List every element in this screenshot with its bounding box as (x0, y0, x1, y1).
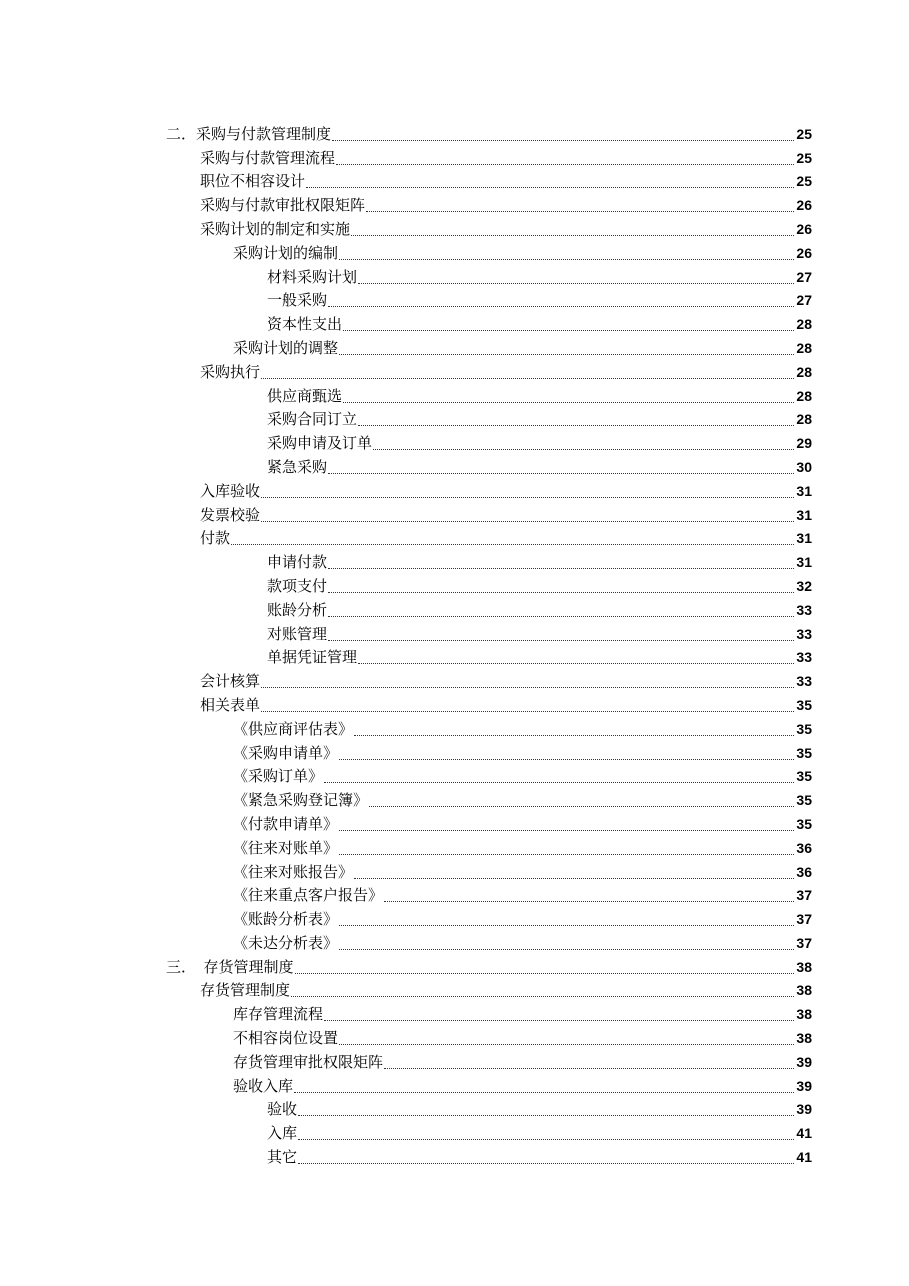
dot-leader (328, 598, 794, 617)
dot-leader (231, 526, 794, 545)
toc-entry-title: 《采购申请单》 (233, 743, 339, 762)
toc-entry-title: 采购申请及订单 (267, 434, 373, 453)
dot-leader (384, 1050, 794, 1069)
toc-entry-title: 采购执行 (200, 362, 261, 381)
toc-entry-page-number: 37 (796, 911, 812, 928)
toc-entry-title: 款项支付 (267, 576, 328, 595)
toc-entry[interactable] (166, 334, 812, 358)
dot-leader (339, 336, 794, 355)
toc-entry[interactable] (166, 310, 812, 334)
dot-leader (291, 978, 794, 997)
dot-leader (384, 883, 794, 902)
toc-entry[interactable] (166, 168, 812, 192)
toc-entry-title: 库存管理流程 (233, 1005, 324, 1024)
toc-entry-title: 入库验收 (200, 481, 261, 500)
dot-leader (332, 122, 794, 141)
toc-entry[interactable] (166, 1119, 812, 1143)
toc-entry[interactable] (166, 144, 812, 168)
toc-entry[interactable] (166, 929, 812, 953)
dot-leader (354, 717, 794, 736)
toc-entry-title: 采购计划的制定和实施 (200, 219, 351, 238)
toc-entry[interactable] (166, 215, 812, 239)
dot-leader (298, 1097, 794, 1116)
toc-entry[interactable] (166, 691, 812, 715)
dot-leader (373, 431, 794, 450)
toc-entry[interactable] (166, 1000, 812, 1024)
toc-entry-title: 《账龄分析表》 (233, 910, 339, 929)
toc-entry-title: 供应商甄选 (267, 386, 343, 405)
toc-entry-page-number: 26 (796, 197, 812, 214)
toc-entry-page-number: 33 (796, 601, 812, 618)
toc-entry-page-number: 38 (796, 1006, 812, 1023)
toc-entry[interactable] (166, 406, 812, 430)
dot-leader (339, 931, 794, 950)
dot-leader (369, 788, 794, 807)
toc-entry[interactable] (166, 620, 812, 644)
toc-entry[interactable] (166, 358, 812, 382)
toc-entry-title: 对账管理 (267, 624, 328, 643)
toc-entry[interactable] (166, 834, 812, 858)
toc-entry[interactable] (166, 763, 812, 787)
toc-entry[interactable] (166, 596, 812, 620)
toc-entry-page-number: 31 (796, 530, 812, 547)
toc-entry-title: 会计核算 (200, 672, 261, 691)
toc-entry[interactable] (166, 525, 812, 549)
dot-leader (261, 693, 794, 712)
toc-entry-title: 《未达分析表》 (233, 933, 339, 952)
toc-entry-page-number: 37 (796, 934, 812, 951)
toc-entry-title: 三． 存货管理制度 (166, 957, 294, 976)
toc-entry-page-number: 35 (796, 744, 812, 761)
toc-entry-title: 入库 (267, 1124, 298, 1143)
toc-entry-page-number: 33 (796, 673, 812, 690)
toc-entry[interactable] (166, 572, 812, 596)
dot-leader (298, 1145, 794, 1164)
dot-leader (261, 503, 794, 522)
dot-leader (343, 384, 794, 403)
toc-entry-page-number: 31 (796, 482, 812, 499)
toc-entry[interactable] (166, 810, 812, 834)
toc-entry-page-number: 33 (796, 649, 812, 666)
toc-entry-title: 紧急采购 (267, 457, 328, 476)
toc-entry-title: 账龄分析 (267, 600, 328, 619)
dot-leader (358, 407, 794, 426)
dot-leader (339, 241, 794, 260)
toc-entry-page-number: 39 (796, 1053, 812, 1070)
toc-entry[interactable] (166, 882, 812, 906)
dot-leader (328, 574, 794, 593)
toc-entry-title: 相关表单 (200, 695, 261, 714)
toc-entry[interactable] (166, 1143, 812, 1167)
toc-entry-title: 申请付款 (267, 553, 328, 572)
toc-entry-title: 采购合同订立 (267, 410, 358, 429)
toc-entry-title: 单据凭证管理 (267, 648, 358, 667)
toc-entry[interactable] (166, 953, 812, 977)
dot-leader (336, 146, 794, 165)
toc-entry-page-number: 25 (796, 125, 812, 142)
dot-leader (261, 360, 794, 379)
toc-entry-page-number: 41 (796, 1125, 812, 1142)
toc-entry-page-number: 28 (796, 387, 812, 404)
toc-entry-title: 《付款申请单》 (233, 814, 339, 833)
toc-entry-title: 验收 (267, 1100, 298, 1119)
toc-entry-title: 材料采购计划 (267, 267, 358, 286)
toc-entry-page-number: 35 (796, 792, 812, 809)
toc-entry[interactable] (166, 715, 812, 739)
dot-leader (358, 645, 794, 664)
toc-entry-page-number: 26 (796, 244, 812, 261)
toc-entry-title: 资本性支出 (267, 315, 343, 334)
dot-leader (328, 455, 794, 474)
toc-entry[interactable] (166, 786, 812, 810)
toc-entry[interactable] (166, 382, 812, 406)
dot-leader (339, 836, 794, 855)
toc-entry[interactable] (166, 739, 812, 763)
toc-entry-title: 采购与付款管理流程 (200, 148, 336, 167)
toc-entry-title: 采购计划的调整 (233, 338, 339, 357)
toc-entry-page-number: 25 (796, 149, 812, 166)
toc-entry[interactable] (166, 1072, 812, 1096)
toc-entry-page-number: 27 (796, 292, 812, 309)
toc-entry-page-number: 28 (796, 363, 812, 380)
dot-leader (306, 169, 794, 188)
toc-entry-page-number: 29 (796, 435, 812, 452)
toc-entry[interactable] (166, 548, 812, 572)
toc-entry[interactable] (166, 905, 812, 929)
toc-entry-page-number: 25 (796, 173, 812, 190)
toc-entry-page-number: 39 (796, 1101, 812, 1118)
dot-leader (343, 312, 794, 331)
toc-entry-page-number: 38 (796, 982, 812, 999)
toc-entry-title: 二．采购与付款管理制度 (166, 124, 332, 143)
dot-leader (298, 1121, 794, 1140)
toc-entry-title: 验收入库 (233, 1076, 294, 1095)
toc-entry-page-number: 38 (796, 958, 812, 975)
toc-entry-page-number: 28 (796, 339, 812, 356)
dot-leader (354, 860, 794, 879)
dot-leader (328, 550, 794, 569)
toc-entry-page-number: 28 (796, 411, 812, 428)
dot-leader (339, 812, 794, 831)
toc-entry[interactable] (166, 1048, 812, 1072)
toc-entry[interactable] (166, 644, 812, 668)
toc-entry[interactable] (166, 501, 812, 525)
toc-entry-page-number: 35 (796, 720, 812, 737)
toc-entry-title: 发票校验 (200, 505, 261, 524)
toc-entry-title: 《供应商评估表》 (233, 719, 354, 738)
dot-leader (366, 193, 794, 212)
toc-entry-title: 《紧急采购登记簿》 (233, 791, 369, 810)
toc-entry-page-number: 35 (796, 768, 812, 785)
toc-entry-page-number: 39 (796, 1077, 812, 1094)
dot-leader (339, 907, 794, 926)
toc-entry-title: 采购计划的编制 (233, 243, 339, 262)
toc-entry[interactable] (166, 1096, 812, 1120)
dot-leader (261, 669, 794, 688)
dot-leader (295, 955, 795, 974)
dot-leader (324, 764, 794, 783)
toc-entry[interactable] (166, 1024, 812, 1048)
toc-entry-title: 一般采购 (267, 291, 328, 310)
dot-leader (351, 217, 794, 236)
toc-entry[interactable] (166, 191, 812, 215)
toc-entry-page-number: 37 (796, 887, 812, 904)
dot-leader (339, 741, 794, 760)
dot-leader (328, 622, 794, 641)
toc-entry[interactable] (166, 120, 812, 144)
toc-entry-page-number: 41 (796, 1149, 812, 1166)
toc-entry-title: 职位不相容设计 (200, 172, 306, 191)
toc-entry-page-number: 36 (796, 839, 812, 856)
toc-entry-page-number: 26 (796, 220, 812, 237)
dot-leader (328, 288, 794, 307)
toc-entry[interactable] (166, 263, 812, 287)
toc-entry-title: 存货管理审批权限矩阵 (233, 1052, 384, 1071)
toc-entry-title: 《往来对账报告》 (233, 862, 354, 881)
toc-entry[interactable] (166, 977, 812, 1001)
toc-entry-title: 《往来重点客户报告》 (233, 886, 384, 905)
toc-entry-page-number: 33 (796, 625, 812, 642)
dot-leader (261, 479, 794, 498)
dot-leader (358, 265, 794, 284)
table-of-contents (166, 120, 812, 1167)
toc-entry-page-number: 28 (796, 316, 812, 333)
toc-entry-title: 采购与付款审批权限矩阵 (200, 196, 366, 215)
toc-entry-title: 不相容岗位设置 (233, 1029, 339, 1048)
toc-entry-title: 存货管理制度 (200, 981, 291, 1000)
toc-entry[interactable] (166, 287, 812, 311)
toc-entry-page-number: 32 (796, 577, 812, 594)
dot-leader (339, 1026, 794, 1045)
toc-entry-page-number: 38 (796, 1030, 812, 1047)
toc-entry-page-number: 36 (796, 863, 812, 880)
toc-entry[interactable] (166, 667, 812, 691)
toc-entry-page-number: 30 (796, 458, 812, 475)
toc-entry-title: 《采购订单》 (233, 767, 324, 786)
toc-entry[interactable] (166, 477, 812, 501)
toc-entry-page-number: 35 (796, 815, 812, 832)
toc-entry[interactable] (166, 858, 812, 882)
toc-entry[interactable] (166, 429, 812, 453)
toc-entry-title: 其它 (267, 1148, 298, 1167)
dot-leader (294, 1074, 794, 1093)
dot-leader (324, 1002, 794, 1021)
toc-entry-page-number: 35 (796, 696, 812, 713)
toc-entry-page-number: 31 (796, 554, 812, 571)
toc-entry[interactable] (166, 239, 812, 263)
toc-entry-page-number: 31 (796, 506, 812, 523)
toc-entry-title: 付款 (200, 529, 231, 548)
toc-entry[interactable] (166, 453, 812, 477)
toc-entry-page-number: 27 (796, 268, 812, 285)
toc-entry-title: 《往来对账单》 (233, 838, 339, 857)
